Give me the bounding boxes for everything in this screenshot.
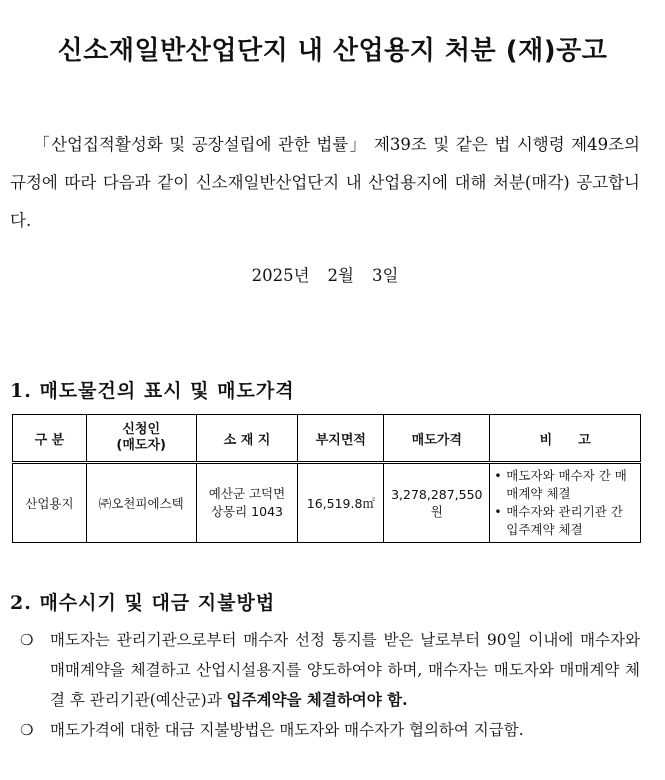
list-item — [18, 715, 640, 745]
intro-text: 「산업집적활성화 및 공장설립에 관한 법률」 제39조 및 같은 법 시행령 제49조의 규정에 따라 다음과 같이 신소재일반산업단지 내 산업용지에 대해 처분(매각) 공고합니다. — [10, 135, 640, 230]
table-header-row — [13, 415, 641, 463]
header-applicant: 신청인 (매도자) — [86, 415, 196, 463]
page-title: 신소재일반산업단지 내 산업용지 처분 (재)공고 — [57, 36, 608, 66]
list-item-text: 매도자는 관리기관으로부터 매수자 선정 통지를 받은 날로부터 90일 이내에 매수자와 매매계약을 체결하고 산업시설용지를 양도하여야 하며, 매수자는 매도자와 매매계약 체결 후 관리기관(예산군)과 — [50, 631, 640, 709]
intro-paragraph — [10, 126, 640, 240]
list-item — [18, 625, 640, 715]
cell-notes — [490, 463, 641, 543]
section2-heading: 2. 매수시기 및 대금 지불방법 — [10, 592, 276, 614]
note-item: • 매도자와 매수자 간 매매계약 체결 — [494, 467, 638, 503]
list-item-emphasis: 입주계약을 체결하여야 함. — [226, 690, 408, 709]
section1-heading: 1. 매도물건의 표시 및 매도가격 — [10, 380, 295, 402]
cell-location: 예산군 고덕면 상몽리 1043 — [196, 463, 298, 543]
date-month: 2월 — [327, 266, 354, 285]
note-item: • 매수자와 관리기관 간 입주계약 체결 — [494, 503, 638, 539]
header-location: 소 재 지 — [196, 415, 298, 463]
header-notes: 비 고 — [490, 415, 641, 463]
date-day: 3일 — [371, 266, 399, 285]
cell-area: 16,519.8㎡ — [298, 463, 384, 543]
header-price: 매도가격 — [384, 415, 490, 463]
announcement-date — [0, 262, 650, 286]
date-year: 2025년 — [251, 266, 310, 285]
list-item-text: 매도가격에 대한 대금 지불방법은 매도자와 매수자가 협의하여 지급함. — [50, 721, 524, 739]
circle-bullet-icon: ❍ — [20, 631, 34, 649]
header-category: 구 분 — [13, 415, 87, 463]
cell-price: 3,278,287,550원 — [384, 463, 490, 543]
header-area: 부지면적 — [298, 415, 384, 463]
circle-bullet-icon: ❍ — [20, 721, 34, 739]
payment-terms-list — [18, 625, 640, 745]
cell-applicant: ㈜오천피에스텍 — [86, 463, 196, 543]
property-table — [12, 414, 641, 543]
table-row — [13, 463, 641, 543]
cell-category: 산업용지 — [13, 463, 87, 543]
